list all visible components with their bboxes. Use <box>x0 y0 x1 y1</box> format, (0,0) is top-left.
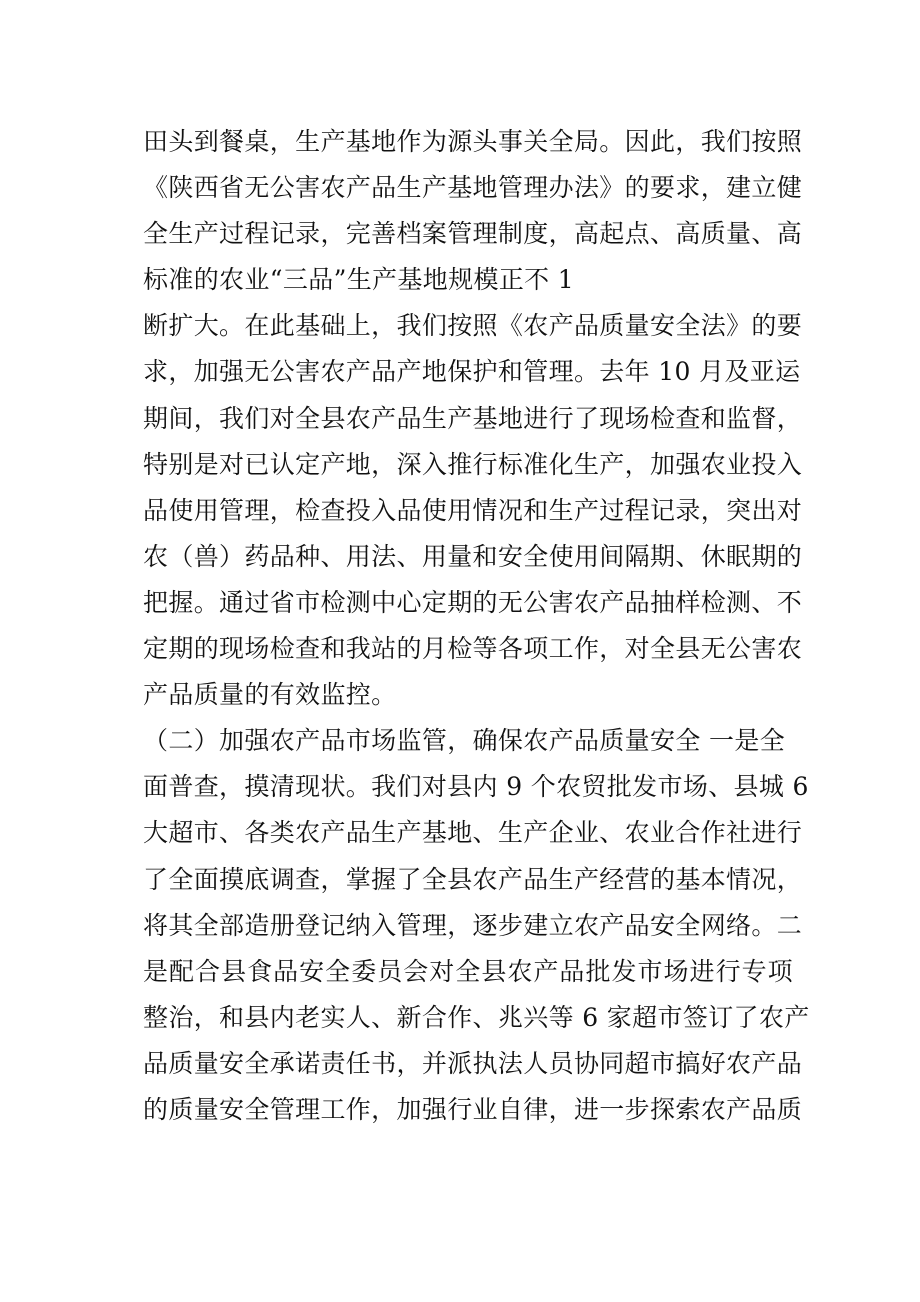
text-line: 标准的农业“三品”生产基地规模正不 1 <box>143 265 575 295</box>
text-line: 把握。通过省市检测中心定期的无公害农产品抽样检测、不 <box>143 587 803 617</box>
text-line: 整治，和县内老实人、新合作、兆兴等 6 家超市签订了农产 <box>143 1002 810 1032</box>
text-line: 大超市、各类农产品生产基地、生产企业、农业合作社进行 <box>143 818 803 848</box>
text-line: 期间，我们对全县农产品生产基地进行了现场检查和监督， <box>143 403 803 433</box>
body-text <box>143 119 810 1133</box>
text-line: 断扩大。在此基础上，我们按照《农产品质量安全法》的要 <box>143 311 803 341</box>
text-line: 求，加强无公害农产品产地保护和管理。去年 10 月及亚运 <box>143 357 801 387</box>
text-line: 特别是对已认定产地，深入推行标准化生产，加强农业投入 <box>143 449 803 479</box>
text-line: 《陕西省无公害农产品生产基地管理办法》的要求，建立健 <box>143 173 803 203</box>
text-line: 品质量安全承诺责任书，并派执法人员协同超市搞好农产品 <box>143 1048 803 1078</box>
text-line: 的质量安全管理工作，加强行业自律，进一步探索农产品质 <box>143 1094 803 1124</box>
text-line: 全生产过程记录，完善档案管理制度，高起点、高质量、高 <box>143 219 803 249</box>
text-line: 是配合县食品安全委员会对全县农产品批发市场进行专项 <box>143 956 793 986</box>
text-line: 产品质量的有效监控。 <box>143 680 397 710</box>
text-line: 了全面摸底调查，掌握了全县农产品生产经营的基本情况， <box>143 864 803 894</box>
text-line: 田头到餐桌，生产基地作为源头事关全局。因此，我们按照 <box>143 127 803 156</box>
text-line: 将其全部造册登记纳入管理，逐步建立农产品安全网络。二 <box>143 910 803 940</box>
text-line: 面普查，摸清现状。我们对县内 9 个农贸批发市场、县城 6 <box>143 772 809 802</box>
section-heading-line: （二）加强农产品市场监管，确保农产品质量安全 一是全 <box>143 726 786 756</box>
text-line: 农（兽）药品种、用法、用量和安全使用间隔期、休眠期的 <box>143 541 803 571</box>
text-line: 品使用管理，检查投入品使用情况和生产过程记录，突出对 <box>143 495 803 525</box>
text-line: 定期的现场检查和我站的月检等各项工作，对全县无公害农 <box>143 634 803 664</box>
